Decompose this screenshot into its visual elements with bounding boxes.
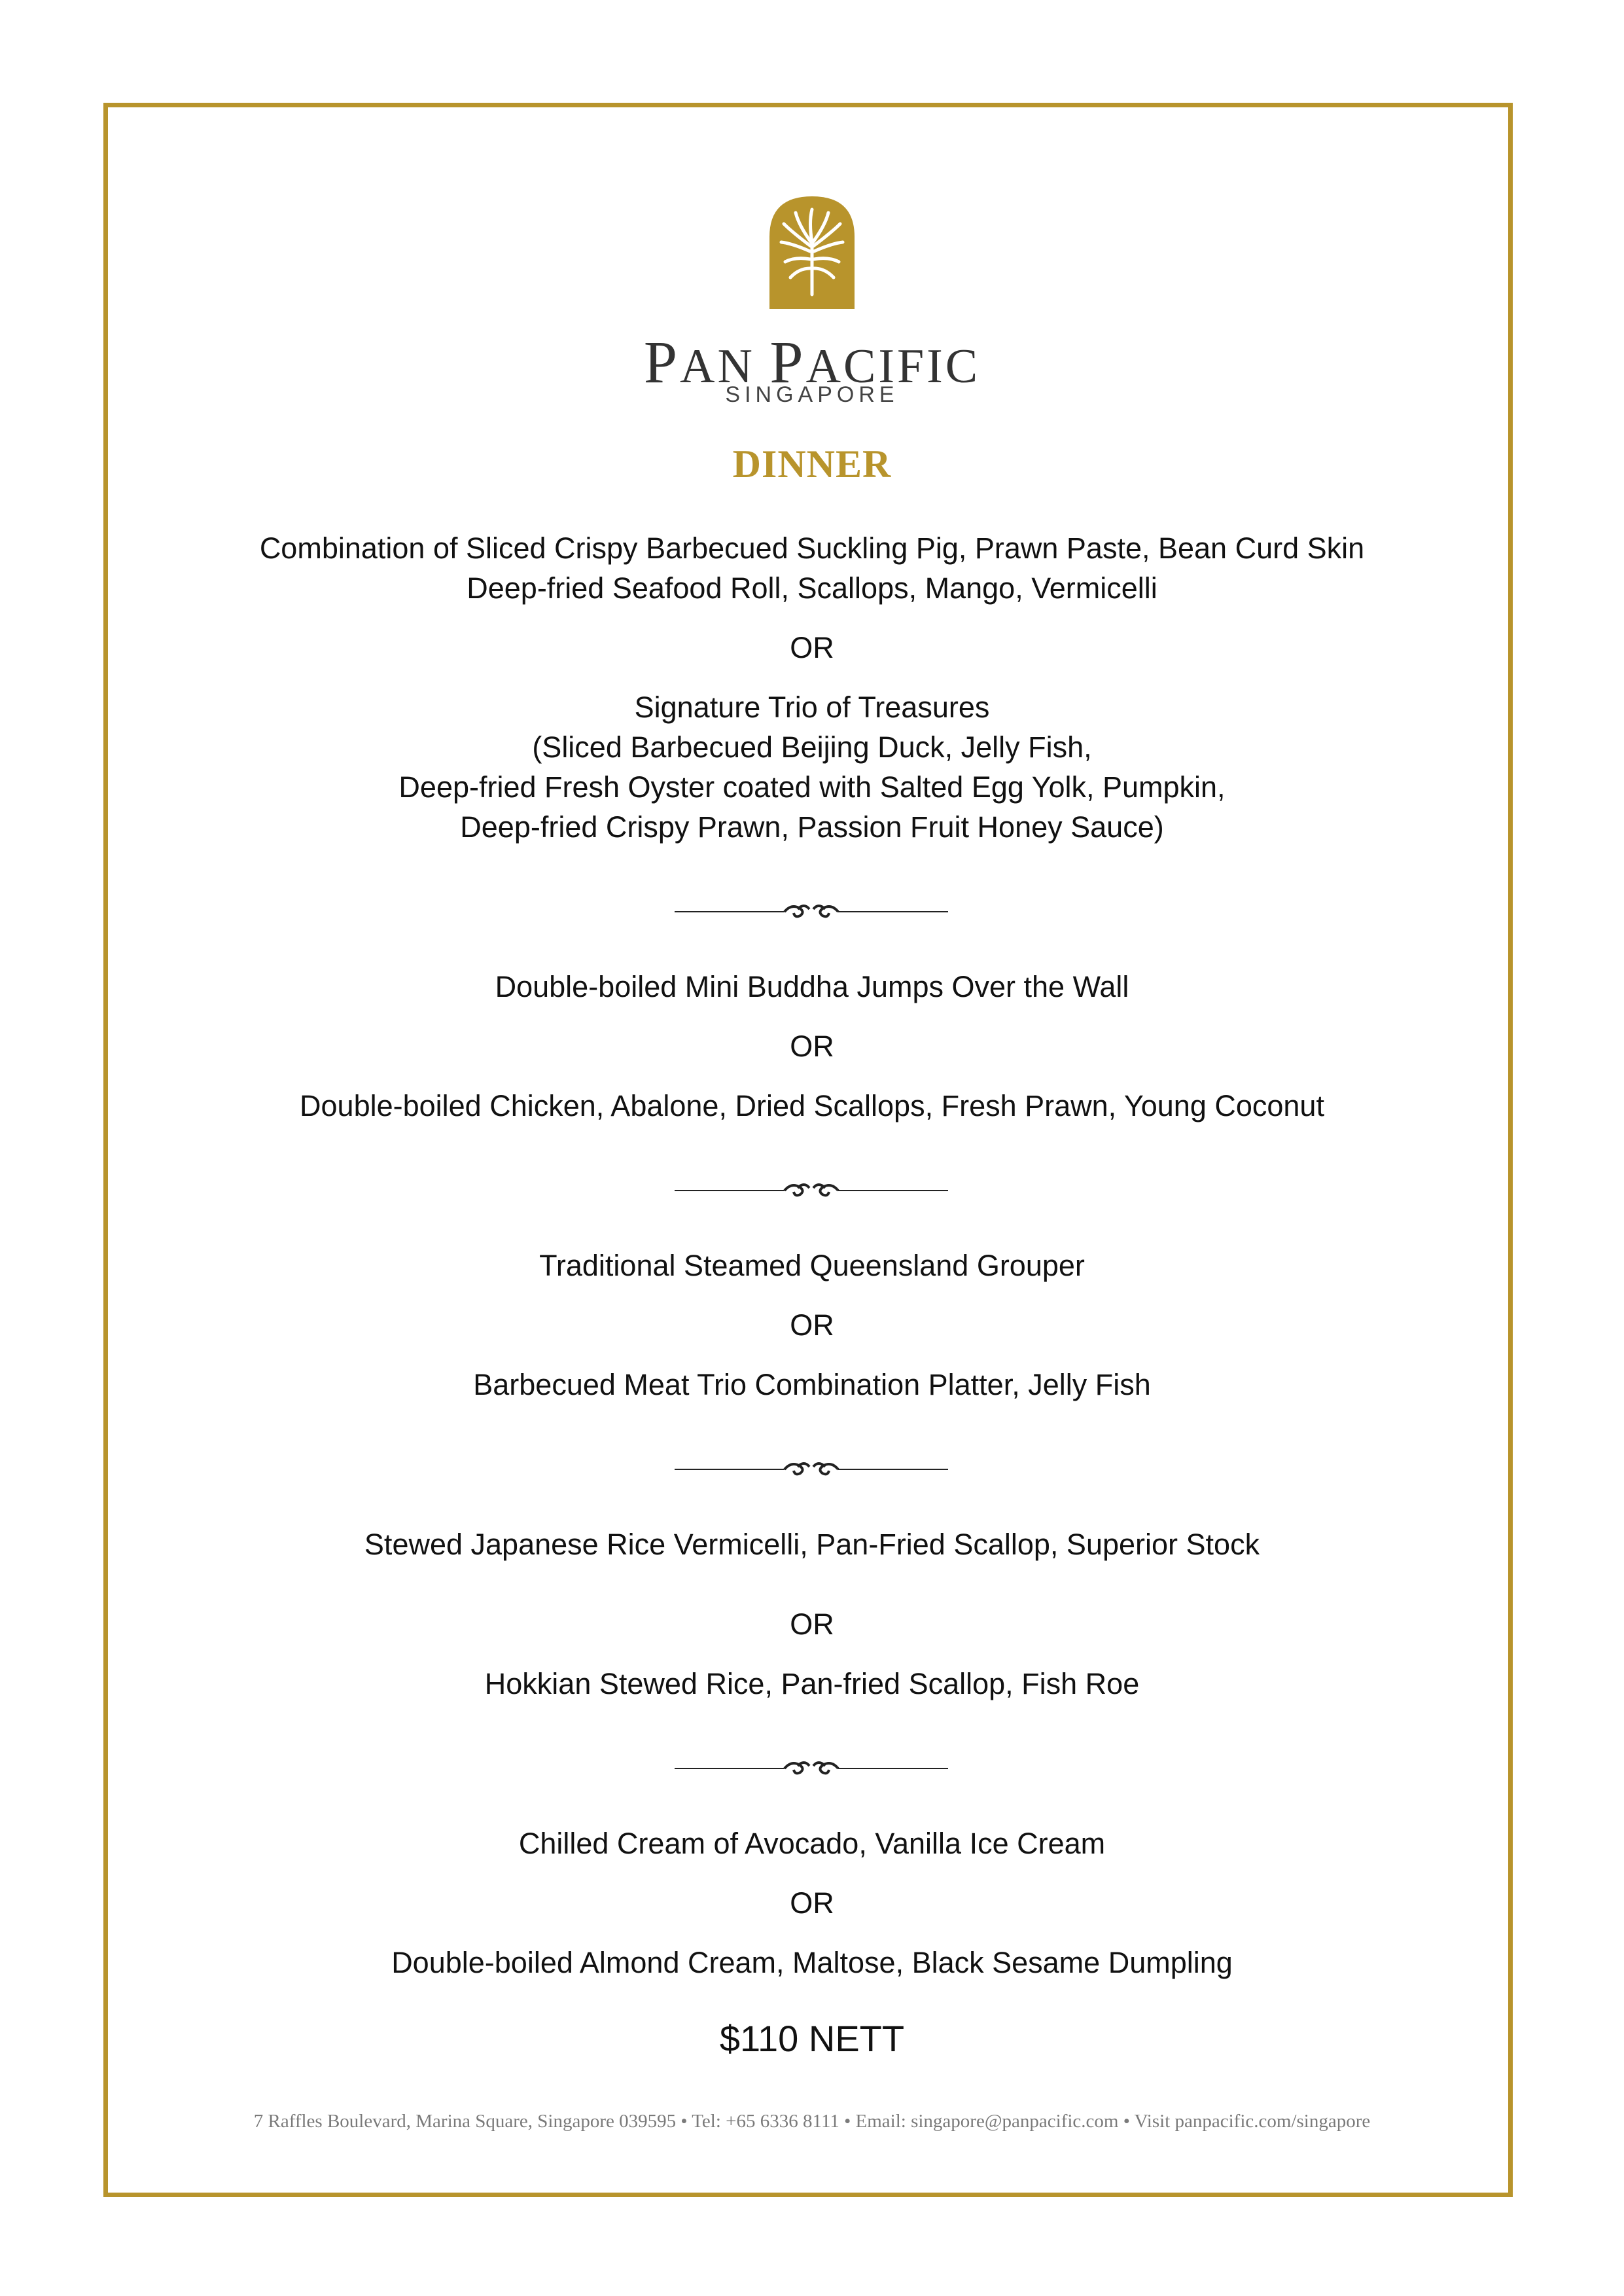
course4-or: OR [790,1607,834,1641]
course1-option-a-line2: Deep-fried Seafood Roll, Scallops, Mango, Vermicelli [467,571,1157,605]
course1-option-b-line2: (Sliced Barbecued Beijing Duck, Jelly Fish, [532,730,1092,764]
course3-option-b: Barbecued Meat Trio Combination Platter, Jelly Fish [473,1368,1151,1401]
brand-location: SINGAPORE [725,382,899,407]
ornament-divider-icon [675,899,948,925]
pan-pacific-palm-logo-icon [769,196,855,309]
footer-contact: 7 Raffles Boulevard, Marina Square, Singapore 039595 • Tel: +65 6336 8111 • Email: singapore@panpacific.com • Visit panpacific.com/singapore [253,2111,1371,2132]
course5-or: OR [790,1886,834,1920]
menu-price: $110 NETT [719,2018,905,2059]
course1-option-b-line3: Deep-fried Fresh Oyster coated with Salted Egg Yolk, Pumpkin, [398,770,1226,804]
ornament-divider-icon [675,1755,948,1782]
menu-title: DINNER [732,442,892,486]
brand-name: PAN PACIFIC [643,329,981,395]
course2-option-a: Double-boiled Mini Buddha Jumps Over the Wall [495,970,1129,1003]
course1-option-b-line1: Signature Trio of Treasures [634,691,990,724]
page-border [103,103,1513,2197]
course2-or: OR [790,1030,834,1063]
course2-option-b: Double-boiled Chicken, Abalone, Dried Scallops, Fresh Prawn, Young Coconut [300,1089,1324,1122]
logo [0,196,1624,309]
course4-option-b: Hokkian Stewed Rice, Pan-fried Scallop, Fish Roe [484,1667,1140,1700]
course4-option-a: Stewed Japanese Rice Vermicelli, Pan-Fried Scallop, Superior Stock [364,1528,1260,1561]
course1-option-a-line1: Combination of Sliced Crispy Barbecued Suckling Pig, Prawn Paste, Bean Curd Skin [259,531,1365,565]
ornament-divider-icon [675,1177,948,1204]
course3-or: OR [790,1308,834,1342]
ornament-divider-icon [675,1456,948,1482]
course5-option-b: Double-boiled Almond Cream, Maltose, Black Sesame Dumpling [391,1946,1233,1979]
course1-option-b-line4: Deep-fried Crispy Prawn, Passion Fruit Honey Sauce) [460,810,1164,844]
course5-option-a: Chilled Cream of Avocado, Vanilla Ice Cream [518,1827,1106,1860]
course3-option-a: Traditional Steamed Queensland Grouper [539,1249,1085,1282]
course1-or: OR [790,631,834,664]
